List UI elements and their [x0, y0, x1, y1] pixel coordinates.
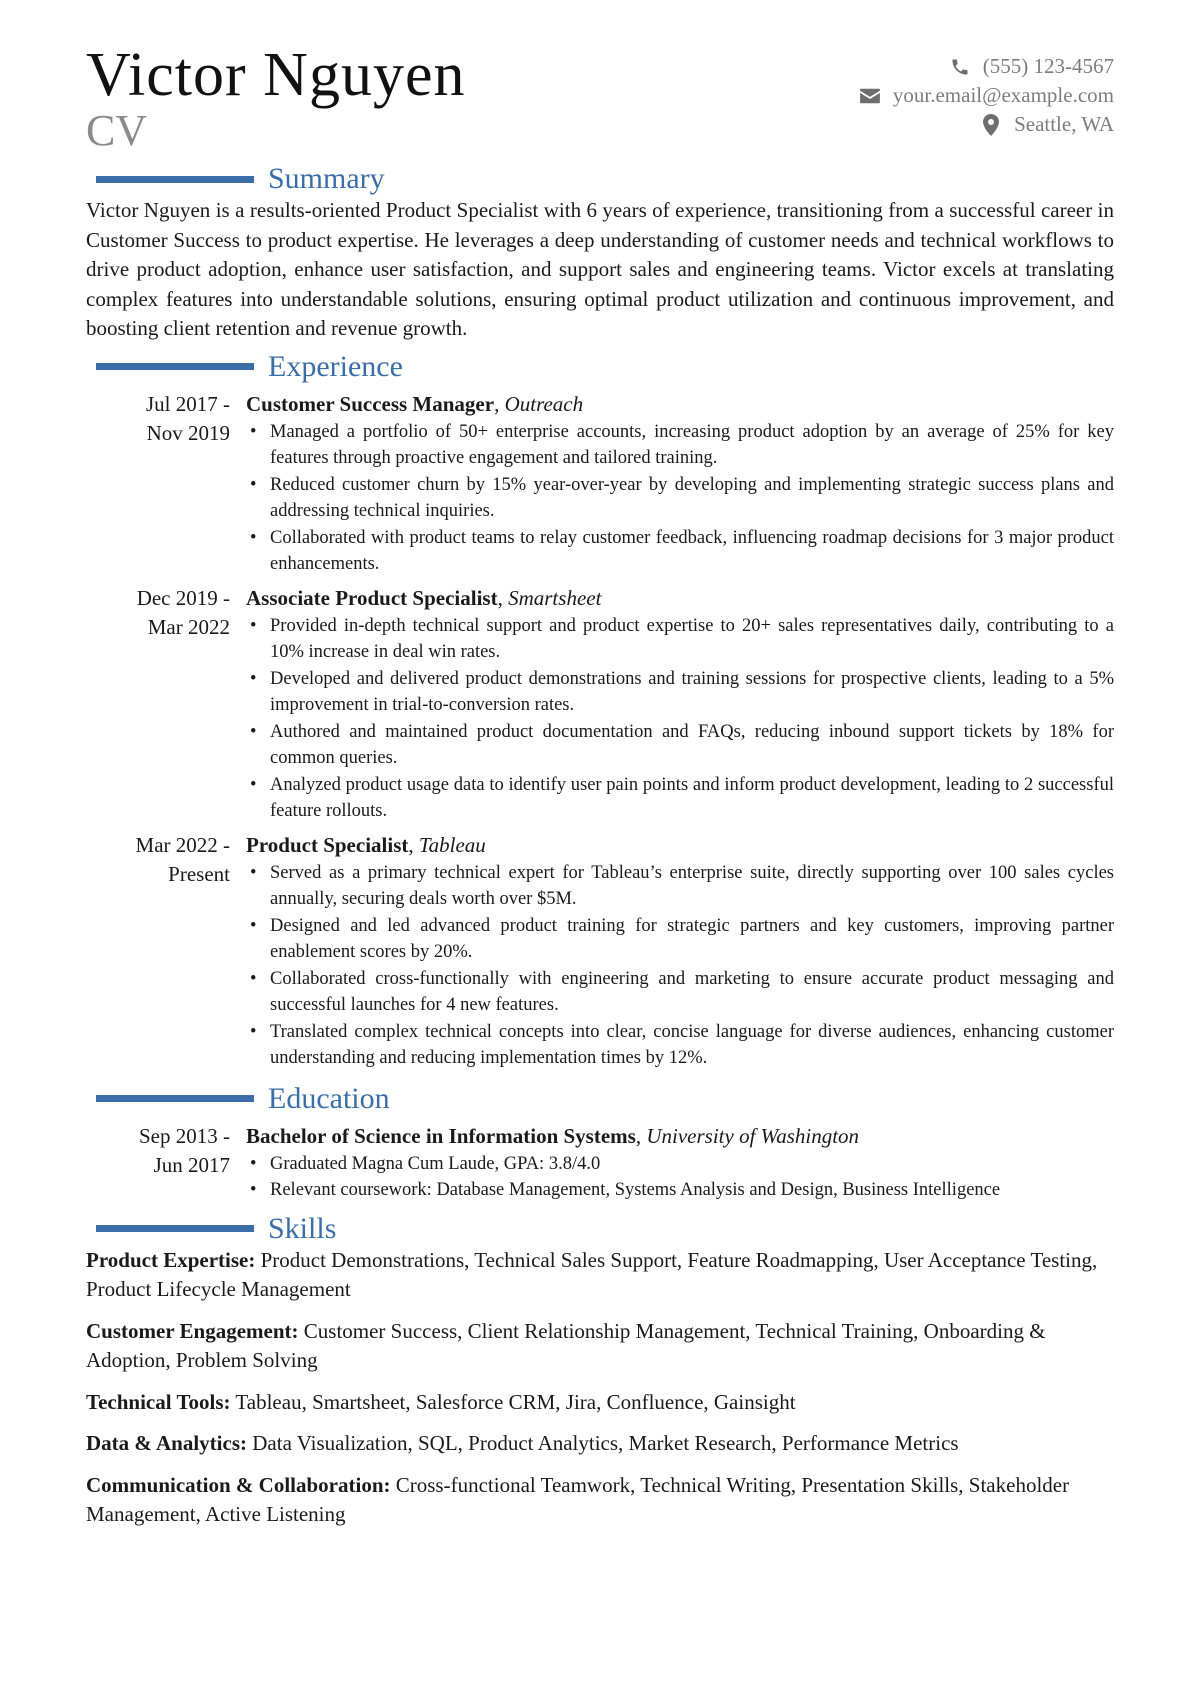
- entry-role: Associate Product Specialist: [246, 585, 498, 610]
- entry-organization: Smartsheet: [508, 585, 602, 610]
- entry: [86, 831, 1114, 1072]
- phone-text[interactable]: (555) 123-4567: [982, 54, 1114, 78]
- skill-label: Data & Analytics:: [86, 1431, 247, 1455]
- contact-info: [859, 52, 1114, 139]
- skills-heading: [86, 1212, 1114, 1246]
- document-subtitle: CV: [86, 106, 148, 155]
- skill-label: Product Expertise:: [86, 1247, 256, 1272]
- section-title: Skills: [268, 1211, 337, 1245]
- section-title: Summary: [268, 162, 385, 195]
- entry-title: [246, 831, 1114, 860]
- bullet-item: • Served as a primary technical expert for Tableau’s enterprise suite, directly supporting over 100 sales cycles annually, securing deals worth over $5M.: [246, 860, 1114, 913]
- skill-row: [86, 1388, 1114, 1418]
- experience-list: [86, 390, 1114, 1072]
- bullet-item: • Collaborated with product teams to relay customer feedback, influencing roadmap decisions for 3 major product enhancements.: [246, 525, 1114, 578]
- bullet-item: • Designed and led advanced product training for strategic partners and key customers, improving partner enablement scores by 20%.: [246, 913, 1114, 966]
- skill-value: Tableau, Smartsheet, Salesforce CRM, Jira, Confluence, Gainsight: [235, 1389, 796, 1414]
- summary-text: Victor Nguyen is a results-oriented Product Specialist with 6 years of experience, transitioning from a successful career in Customer Success to product expertise. He leverages a deep understanding of customer needs and technical workflows to drive product adoption, enhance user satisfaction, and support sales and engineering teams. Victor excels at translating complex features into understandable solutions, ensuring optimal product utilization and continuous improvement, and boosting client retention and revenue growth.: [86, 198, 1114, 340]
- entry-body: [246, 584, 1114, 825]
- entry: [86, 1122, 1114, 1204]
- skill-value: Customer Success, Client Relationship Management, Technical Training, Onboarding & Adoption, Problem Solving: [86, 1318, 1046, 1372]
- envelope-icon: [859, 85, 881, 107]
- bullet-item: • Managed a portfolio of 50+ enterprise accounts, increasing product adoption by an average of 25% for key features through proactive engagement and tailored training.: [246, 419, 1114, 472]
- bullet-list: [246, 1151, 1114, 1204]
- entry-organization: University of Washington: [646, 1123, 860, 1148]
- entry-body: [246, 390, 1114, 578]
- entry-body: [246, 831, 1114, 1072]
- phone-icon: [949, 56, 971, 78]
- skill-value: Product Demonstrations, Technical Sales Support, Feature Roadmapping, User Acceptance Testing, Product Lifecycle Management: [86, 1247, 1098, 1301]
- bullet-item: • Reduced customer churn by 15% year-over-year by developing and implementing strategic success plans and addressing technical inquiries.: [246, 472, 1114, 525]
- entry-role: Customer Success Manager: [246, 391, 495, 416]
- entry-separator: ,: [497, 585, 509, 610]
- entry-body: [246, 1122, 1114, 1204]
- section-rule: [96, 1225, 254, 1232]
- contact-email: [859, 81, 1114, 110]
- section-rule: [96, 176, 254, 183]
- education-heading: [86, 1082, 1114, 1116]
- skill-label: Technical Tools:: [86, 1389, 231, 1414]
- skill-value: Data Visualization, SQL, Product Analytics, Market Research, Performance Metrics: [252, 1431, 959, 1455]
- contact-phone: [859, 52, 1114, 81]
- entry-separator: ,: [635, 1123, 647, 1148]
- bullet-item: • Graduated Magna Cum Laude, GPA: 3.8/4.0: [246, 1151, 1114, 1178]
- entry-title: [246, 390, 1114, 419]
- entry-title: [246, 1122, 1114, 1151]
- email-text[interactable]: your.email@example.com: [892, 83, 1114, 107]
- entry: [86, 584, 1114, 825]
- bullet-list: [246, 860, 1114, 1072]
- section-rule: [96, 1095, 254, 1102]
- person-name: Victor Nguyen: [86, 41, 466, 109]
- skill-row: [86, 1317, 1114, 1376]
- entry-organization: Outreach: [504, 391, 584, 416]
- entry-date: Jul 2017 - Nov 2019: [146, 391, 230, 445]
- section-rule: [96, 363, 254, 370]
- skill-label: Customer Engagement:: [86, 1318, 299, 1343]
- bullet-item: • Provided in-depth technical support and product expertise to 20+ sales representatives daily, contributing to a 10% increase in deal win rates.: [246, 613, 1114, 666]
- experience-heading: [86, 350, 1114, 384]
- skills-list: [86, 1246, 1114, 1530]
- bullet-item: • Translated complex technical concepts into clear, concise language for diverse audiences, enhancing customer understanding and reducing implementation times by 12%.: [246, 1019, 1114, 1072]
- bullet-item: • Developed and delivered product demonstrations and training sessions for prospective clients, leading to a 5% improvement in trial-to-conversion rates.: [246, 666, 1114, 719]
- bullet-item: • Analyzed product usage data to identify user pain points and inform product development, leading to 2 successful feature rollouts.: [246, 772, 1114, 825]
- entry-date: Mar 2022 - Present: [135, 832, 230, 886]
- entry-date: Sep 2013 - Jun 2017: [139, 1123, 230, 1177]
- bullet-item: • Collaborated cross-functionally with engineering and marketing to ensure accurate product messaging and successful launches for 4 new features.: [246, 966, 1114, 1019]
- skill-label: Communication & Collaboration:: [86, 1472, 391, 1497]
- entry-separator: ,: [408, 832, 419, 857]
- entry-separator: ,: [494, 391, 505, 416]
- summary-heading: [86, 162, 1114, 196]
- location-text: Seattle, WA: [1014, 112, 1114, 136]
- entry: [86, 390, 1114, 578]
- skill-row: [86, 1246, 1114, 1305]
- entry-date: Dec 2019 - Mar 2022: [136, 585, 230, 639]
- section-title: Education: [268, 1081, 390, 1115]
- bullet-item: • Relevant coursework: Database Management, Systems Analysis and Design, Business Intelligence: [246, 1177, 1114, 1204]
- cv-header: [86, 40, 1114, 158]
- bullet-item: • Authored and maintained product documentation and FAQs, reducing inbound support tickets by 18% for common queries.: [246, 719, 1114, 772]
- entry-title: [246, 584, 1114, 613]
- skill-row: [86, 1429, 1114, 1459]
- skill-value: Cross-functional Teamwork, Technical Writing, Presentation Skills, Stakeholder Management, Active Listening: [86, 1472, 1070, 1526]
- education-list: [86, 1122, 1114, 1204]
- bullet-list: [246, 419, 1114, 578]
- entry-organization: Tableau: [418, 832, 486, 857]
- map-marker-icon: [980, 114, 1002, 136]
- contact-location: [859, 110, 1114, 139]
- entry-role: Product Specialist: [246, 832, 409, 857]
- entry-role: Bachelor of Science in Information Systems: [246, 1123, 636, 1148]
- section-title: Experience: [268, 349, 403, 383]
- skill-row: [86, 1471, 1114, 1530]
- cv-page: [86, 40, 1114, 1542]
- bullet-list: [246, 613, 1114, 825]
